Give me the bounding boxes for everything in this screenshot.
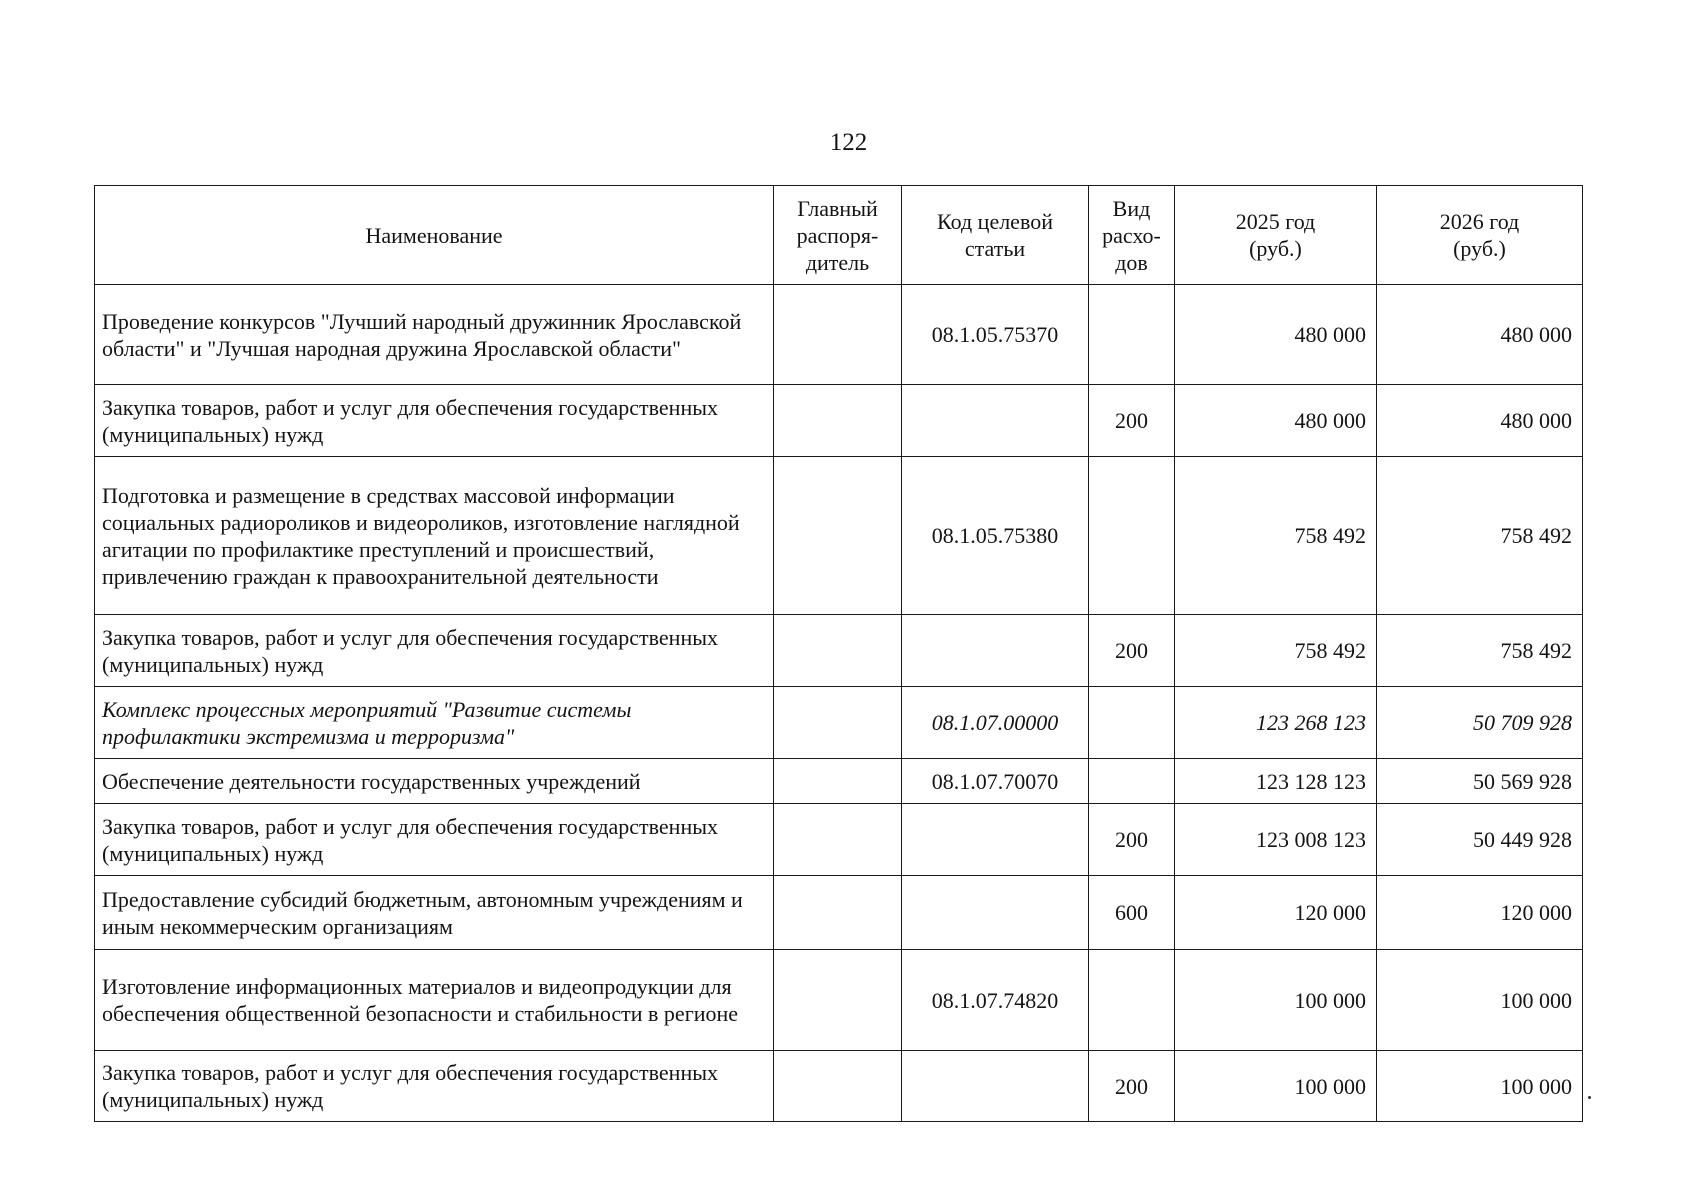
row-manager — [774, 385, 902, 457]
table-row — [95, 876, 1583, 950]
row-name: Закупка товаров, работ и услуг для обеспечения государственных (муниципальных) нужд — [95, 804, 774, 876]
row-name: Обеспечение деятельности государственных учреждений — [95, 759, 774, 804]
budget-table — [94, 185, 1583, 1122]
row-amount-2025: 758 492 — [1175, 457, 1377, 615]
row-expense-type: 200 — [1089, 385, 1175, 457]
row-amount-2026: 758 492 — [1377, 457, 1583, 615]
row-expense-type: 200 — [1089, 804, 1175, 876]
header-code — [902, 186, 1089, 285]
row-name: Комплекс процессных мероприятий "Развитие системы профилактики экстремизма и терроризма" — [95, 687, 774, 759]
row-manager — [774, 876, 902, 950]
row-name: Подготовка и размещение в средствах массовой информации социальных радиороликов и видеороликов, изготовление наглядной агитации по профилактике преступлений и происшествий, привлечению граждан к правоохранительной деятельности — [95, 457, 774, 615]
page-number: 122 — [829, 129, 868, 156]
row-manager — [774, 615, 902, 687]
table-row-section — [95, 687, 1583, 759]
header-2025 — [1175, 186, 1377, 285]
row-code — [902, 876, 1089, 950]
row-amount-2025: 123 008 123 — [1175, 804, 1377, 876]
table-row — [95, 457, 1583, 615]
table-body — [95, 285, 1583, 1122]
row-expense-type — [1089, 285, 1175, 385]
row-amount-2026: 50 569 928 — [1377, 759, 1583, 804]
row-amount-2025: 480 000 — [1175, 285, 1377, 385]
header-2026 — [1377, 186, 1583, 285]
row-amount-2026: 480 000 — [1377, 385, 1583, 457]
row-expense-type — [1089, 457, 1175, 615]
table-row — [95, 285, 1583, 385]
row-name: Закупка товаров, работ и услуг для обеспечения государственных (муниципальных) нужд — [95, 615, 774, 687]
row-amount-2025: 758 492 — [1175, 615, 1377, 687]
row-manager — [774, 804, 902, 876]
header-manager-label: Главный распоря-дитель — [796, 195, 879, 275]
header-manager — [774, 186, 902, 285]
header-2025-label: 2025 год (руб.) — [1235, 209, 1316, 261]
table-header — [95, 186, 1583, 285]
row-code — [902, 1051, 1089, 1122]
row-amount-2025: 123 128 123 — [1175, 759, 1377, 804]
row-manager — [774, 457, 902, 615]
row-amount-2025: 100 000 — [1175, 1051, 1377, 1122]
table-row — [95, 385, 1583, 457]
header-expense-type — [1089, 186, 1175, 285]
row-expense-type: 200 — [1089, 1051, 1175, 1122]
table-row — [95, 759, 1583, 804]
row-amount-2026: 50 709 928 — [1377, 687, 1583, 759]
row-amount-2026: 50 449 928 — [1377, 804, 1583, 876]
row-amount-2025: 100 000 — [1175, 950, 1377, 1051]
row-amount-2025: 480 000 — [1175, 385, 1377, 457]
row-amount-2025: 123 268 123 — [1175, 687, 1377, 759]
header-2026-label: 2026 год (руб.) — [1439, 209, 1520, 261]
table-row — [95, 615, 1583, 687]
row-name: Закупка товаров, работ и услуг для обеспечения государственных (муниципальных) нужд — [95, 1051, 774, 1122]
row-code: 08.1.07.74820 — [902, 950, 1089, 1051]
row-expense-type — [1089, 759, 1175, 804]
row-code — [902, 615, 1089, 687]
row-code — [902, 804, 1089, 876]
row-amount-2026: 100 000 — [1377, 950, 1583, 1051]
row-amount-2026: 120 000 — [1377, 876, 1583, 950]
header-row — [95, 186, 1583, 285]
row-code: 08.1.05.75380 — [902, 457, 1089, 615]
row-code — [902, 385, 1089, 457]
row-manager — [774, 687, 902, 759]
row-expense-type — [1089, 687, 1175, 759]
header-name: Наименование — [95, 186, 774, 285]
row-name: Изготовление информационных материалов и видеопродукции для обеспечения общественной безопасности и стабильности в регионе — [95, 950, 774, 1051]
row-name: Проведение конкурсов "Лучший народный дружинник Ярославской области" и "Лучшая народная дружина Ярославской области" — [95, 285, 774, 385]
row-code: 08.1.07.70070 — [902, 759, 1089, 804]
header-code-label: Код целевой статьи — [937, 209, 1053, 261]
row-code: 08.1.07.00000 — [902, 687, 1089, 759]
scan-speck — [1588, 1096, 1591, 1099]
row-amount-2025: 120 000 — [1175, 876, 1377, 950]
row-expense-type: 200 — [1089, 615, 1175, 687]
row-amount-2026: 100 000 — [1377, 1051, 1583, 1122]
table-row — [95, 950, 1583, 1051]
row-manager — [774, 285, 902, 385]
row-expense-type: 600 — [1089, 876, 1175, 950]
row-manager — [774, 759, 902, 804]
table-row — [95, 804, 1583, 876]
row-amount-2026: 758 492 — [1377, 615, 1583, 687]
header-expense-type-label: Вид расхо-дов — [1102, 195, 1161, 275]
row-manager — [774, 950, 902, 1051]
row-manager — [774, 1051, 902, 1122]
row-amount-2026: 480 000 — [1377, 285, 1583, 385]
table-row — [95, 1051, 1583, 1122]
row-name: Закупка товаров, работ и услуг для обеспечения государственных (муниципальных) нужд — [95, 385, 774, 457]
row-name: Предоставление субсидий бюджетным, автономным учреждениям и иным некоммерческим организациям — [95, 876, 774, 950]
row-expense-type — [1089, 950, 1175, 1051]
row-code: 08.1.05.75370 — [902, 285, 1089, 385]
